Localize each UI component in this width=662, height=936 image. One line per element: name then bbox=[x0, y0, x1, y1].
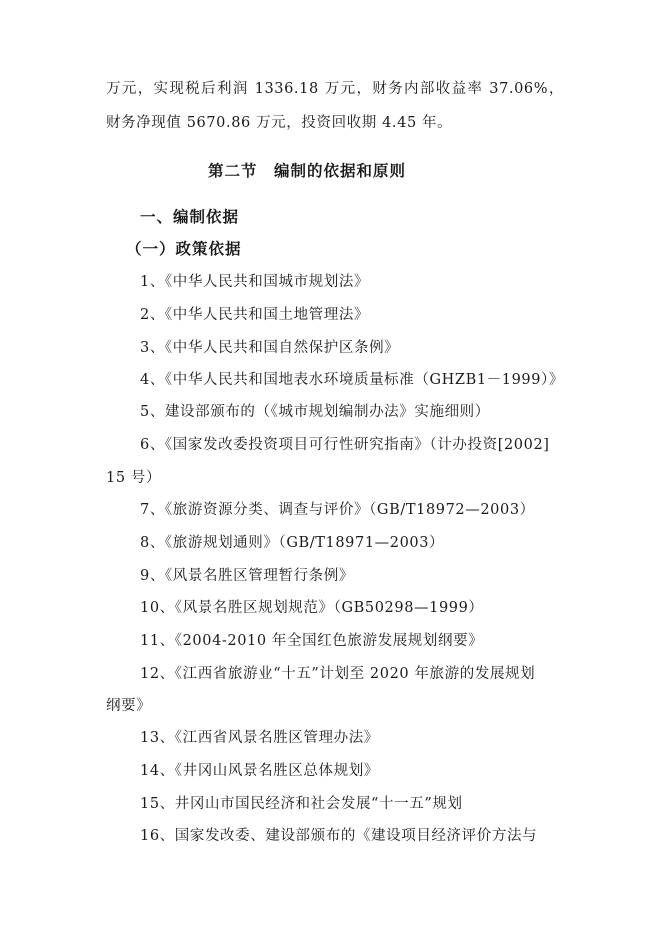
list-item: 16、国家发改委、建设部颁布的《建设项目经济评价方法与 bbox=[140, 828, 538, 844]
list-item: 5、建设部颁布的（《城市规划编制办法》实施细则） bbox=[140, 404, 490, 420]
list-item: 6、《国家发改委投资项目可行性研究指南》（计办投资[2002] bbox=[140, 437, 550, 453]
list-item-continuation: 纲要》 bbox=[106, 698, 152, 714]
list-item: 10、《风景名胜区规划规范》（GB50298—1999） bbox=[140, 600, 484, 616]
policy-basis-title: （一）政策依据 bbox=[126, 240, 242, 258]
list-item: 9、《风景名胜区管理暂行条例》 bbox=[140, 568, 354, 584]
list-item: 13、《江西省风景名胜区管理办法》 bbox=[140, 730, 379, 746]
list-item: 7、《旅游资源分类、调查与评价》（GB/T18972—2003） bbox=[140, 502, 535, 518]
list-item: 4、《中华人民共和国地表水环境质量标准（GHZB1－1999）》 bbox=[140, 372, 565, 388]
list-item: 3、《中华人民共和国自然保护区条例》 bbox=[140, 340, 400, 356]
list-item-continuation: 15 号） bbox=[106, 470, 162, 486]
list-item: 11、《2004-2010 年全国红色旅游发展规划纲要》 bbox=[140, 633, 484, 649]
intro-line-2: 财务净现值 5670.86 万元，投资回收期 4.45 年。 bbox=[106, 115, 453, 131]
section-title: 第二节 编制的依据和原则 bbox=[208, 162, 407, 180]
list-item: 2、《中华人民共和国土地管理法》 bbox=[140, 307, 370, 323]
list-item: 1、《中华人民共和国城市规划法》 bbox=[140, 274, 370, 290]
subsection-title: 一、编制依据 bbox=[140, 208, 240, 226]
list-item: 8、《旅游规划通则》（GB/T18971—2003） bbox=[140, 535, 445, 551]
list-item: 14、《井冈山风景名胜区总体规划》 bbox=[140, 763, 379, 779]
intro-line-1: 万元，实现税后利润 1336.18 万元，财务内部收益率 37.06%， bbox=[106, 81, 564, 97]
list-item: 15、井冈山市国民经济和社会发展“十一五”规划 bbox=[140, 796, 463, 812]
list-item: 12、《江西省旅游业“十五”计划至 2020 年旅游的发展规划 bbox=[140, 666, 536, 682]
